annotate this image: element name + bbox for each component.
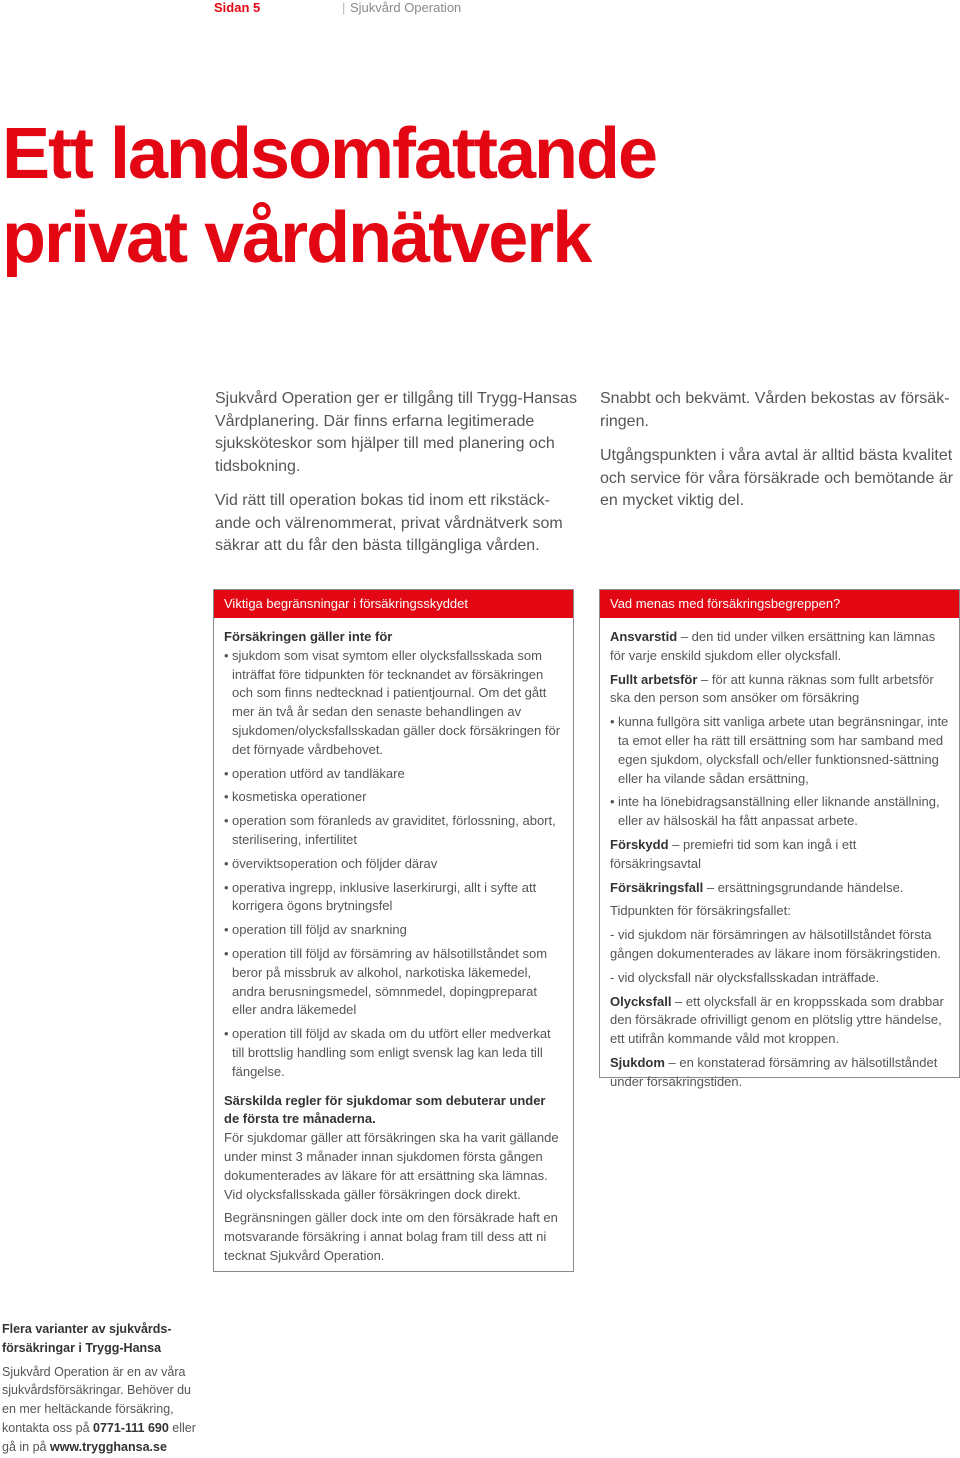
list-item: • operation till följd av skada om du utfört eller medverkat till brottslig handling som enligt svensk lag kan leda till fängelse.: [224, 1025, 563, 1081]
term-fullt-arbetsfor: Fullt arbetsför – för att kunna räknas som fullt arbetsför ska den person som ansöker om försäkring: [610, 671, 934, 706]
list-item: • kosmetiska operationer: [224, 788, 563, 807]
tidpunkt-intro: Tidpunkten för försäkringsfallet:: [610, 903, 791, 919]
bullet-icon: •: [224, 813, 229, 829]
term-ansvarstid: Ansvarstid – den tid under vilken ersättning kan lämnas för varje enskild sjukdom eller olycksfall.: [610, 629, 936, 663]
special-rules-text: För sjukdomar gäller att försäkringen ska ha varit gällande under minst 3 månader innan sjukdomen första gången dokumenterades av läkare för att ersättning ska lämnas. Vid olycksfallsskada gäller försäkringen dock direkt.: [224, 1130, 559, 1202]
section-name: Sjukvård Operation: [350, 0, 462, 15]
intro-paragraph: Vid rätt till operation bokas tid inom ett rikstäck-ande och välrenommerat, privat vårdnätverk som säkrar att du får den bästa tillgängliga vården.: [215, 492, 563, 554]
intro-paragraph: Snabbt och bekvämt. Vården bekostas av försäk-ringen.: [600, 390, 950, 430]
intro-left-column: [215, 388, 585, 570]
list-item: • kunna fullgöra sitt vanliga arbete utan begränsningar, inte ta emot eller ha rätt till ersättning som har samband med egen sjukdom, olycksfall och/eller funktionsned-sättning eller ha vilande sådan ersättning,: [610, 713, 949, 788]
page-title: [2, 112, 942, 280]
special-rules-heading: Särskilda regler för sjukdomar som debuterar under de första tre månaderna.: [224, 1092, 546, 1127]
title-line-1: Ett landsomfattande: [2, 114, 657, 194]
footer-note: [2, 1320, 202, 1457]
website-link[interactable]: www.trygghansa.se: [49, 1439, 167, 1454]
terms-box: [599, 589, 960, 1089]
limitations-box: [213, 589, 574, 1272]
terms-box-header: Vad menas med försäkringsbegreppen?: [600, 590, 959, 618]
intro-paragraph: Utgångspunkten i våra avtal är alltid bästa kvalitet och service för våra försäkrade och bemötande är en mycket viktig del.: [600, 447, 954, 509]
bullet-icon: •: [224, 922, 229, 938]
closing-text: Begränsningen gäller dock inte om den försäkrade haft en motsvarande försäkring i annat bolag fram till dess att ni tecknat Sjukvård Operation.: [224, 1210, 558, 1263]
intro-right-column: [600, 388, 960, 525]
terms-box-body: [600, 618, 959, 1092]
footer-body: Sjukvård Operation är en av våra sjukvårdsförsäkringar. Behöver du en mer heltäckande försäkring, kontakta oss på 0771-111 690 eller gå in på www.trygghansa.se: [2, 1364, 196, 1454]
list-item: • överviktsoperation och följder därav: [224, 855, 563, 874]
tidpunkt-olycksfall: - vid olycksfall när olycksfallsskadan inträffade.: [610, 969, 880, 985]
bullet-icon: •: [610, 794, 615, 810]
bullet-icon: •: [224, 879, 229, 895]
list-item: • operativa ingrepp, inklusive laserkirurgi, allt i syfte att korrigera ögons brytningsfel: [224, 879, 563, 917]
bullet-icon: •: [224, 765, 229, 781]
intro-paragraph: Sjukvård Operation ger er tillgång till Trygg-Hansas Vårdplanering. Där finns erfarna legitimerade sjuksköteskor som hjälper till med planering och tidsbokning.: [215, 390, 577, 475]
header-separator: |: [342, 0, 346, 15]
term-forskydd: Förskydd – premiefri tid som kan ingå i ett försäkringsavtal: [610, 836, 857, 871]
tidpunkt-sjukdom: - vid sjukdom när försämringen av hälsotillståndet första gången dokumenterades av läkare inom försäkringstiden.: [610, 927, 941, 961]
phone-number[interactable]: 0771-111 690: [93, 1420, 169, 1435]
bullet-icon: •: [224, 945, 229, 961]
limitations-subheading: Försäkringen gäller inte för: [224, 629, 393, 644]
bullet-icon: •: [224, 647, 229, 663]
term-olycksfall: Olycksfall – ett olycksfall är en kroppsskada som drabbar den försäkrade ofrivilligt genom en plötslig yttre händelse, ett utifrån kommande våld mot kroppen.: [610, 993, 944, 1047]
limitations-box-body: [214, 618, 573, 1266]
list-item: • operation utförd av tandläkare: [224, 765, 563, 784]
list-item: • operation till följd av försämring av hälsotillståndet som beror på missbruk av alkohol, narkotiska läkemedel, andra berusningsmedel, sömnmedel, dopingpreparat eller andra läkemedel: [224, 945, 563, 1020]
title-line-2: privat vårdnätverk: [2, 198, 591, 278]
limitations-box-header: Viktiga begränsningar i försäkringsskyddet: [214, 590, 573, 618]
list-item: • sjukdom som visat symtom eller olycksfallsskada som inträffat före tidpunkten för tecknandet av försäkringen och som finns nedtecknad i patientjournal. Om det gått mer än två år sedan den senaste behandlingen av sjukdomen/olycksfallsskadan gäller dock försäkringen för det förnyade vårdbehovet.: [224, 647, 563, 760]
footer-heading: Flera varianter av sjukvårds-försäkringar i Trygg-Hansa: [2, 1322, 172, 1355]
list-item: • inte ha lönebidragsanställning eller liknande anställning, eller av hälsoskäl ha fått anpassat arbete.: [610, 793, 949, 831]
list-item: • operation till följd av snarkning: [224, 921, 563, 940]
term-forsakringsfall: Försäkringsfall – ersättningsgrundande händelse.: [610, 879, 904, 895]
term-sjukdom: Sjukdom – en konstaterad försämring av hälsotillståndet under försäkringstiden.: [610, 1054, 938, 1089]
bullet-icon: •: [224, 1026, 229, 1042]
bullet-icon: •: [224, 855, 229, 871]
bullet-icon: •: [610, 714, 615, 730]
page-number: Sidan 5: [214, 0, 261, 15]
bullet-icon: •: [224, 789, 229, 805]
list-item: • operation som föranleds av graviditet, förlossning, abort, sterilisering, infertilitet: [224, 812, 563, 850]
